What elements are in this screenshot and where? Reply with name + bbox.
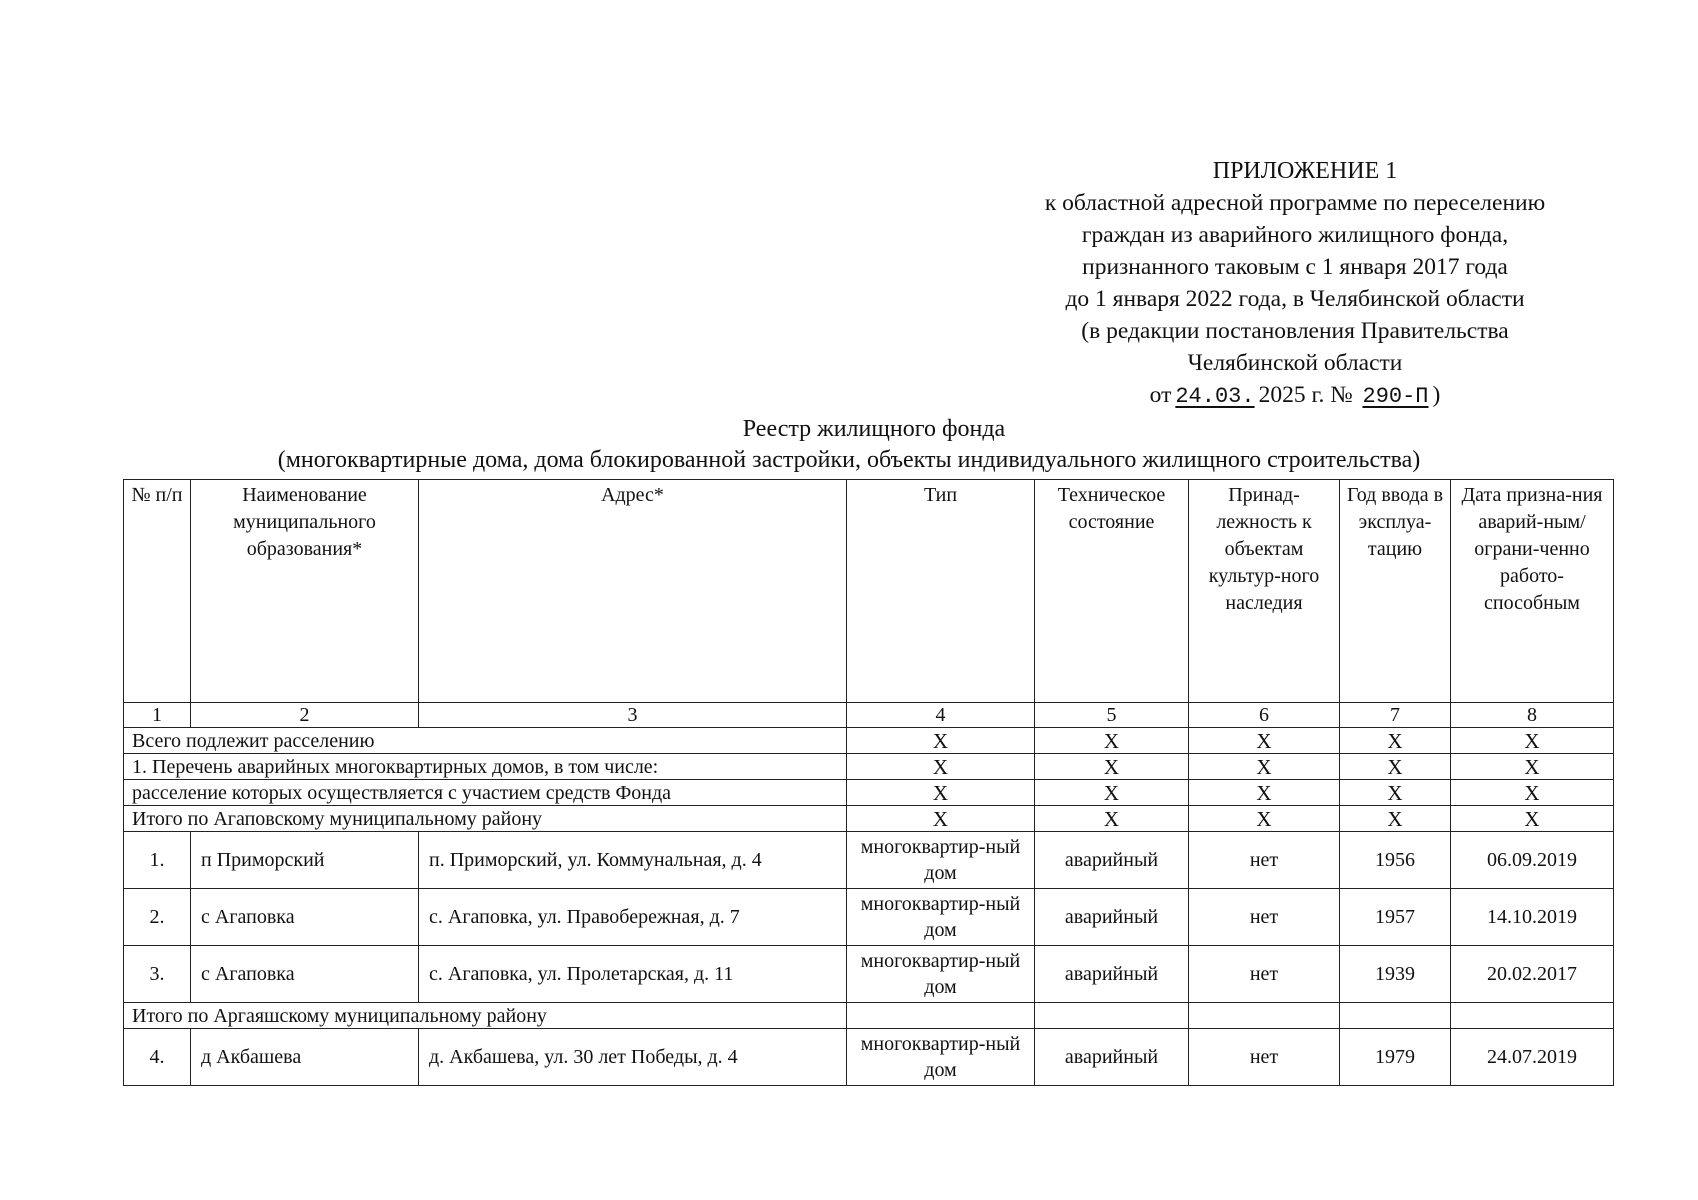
- subtotal-row: [124, 1003, 1614, 1029]
- row-year: 1939: [1340, 946, 1451, 1003]
- appendix-title: ПРИЛОЖЕНИЕ 1: [1212, 158, 1398, 184]
- row-address: д. Акбашева, ул. 30 лет Победы, д. 4: [419, 1029, 847, 1086]
- summary-label: Всего подлежит расселению: [124, 728, 847, 754]
- row-municipality: с Агаповка: [191, 946, 419, 1003]
- appendix-line: к областной адресной программе по переселению: [1044, 190, 1546, 216]
- summary-row: [124, 780, 1614, 806]
- row-condition: аварийный: [1035, 946, 1189, 1003]
- appendix-line: Челябинской области: [1187, 350, 1403, 376]
- summary-mark: X: [1035, 780, 1189, 806]
- header-type: Тип: [847, 480, 1035, 703]
- summary-mark: X: [1340, 780, 1451, 806]
- summary-mark: X: [1451, 806, 1614, 832]
- header-year: Год ввода в эксплуа-тацию: [1340, 480, 1451, 703]
- row-number: 3.: [124, 946, 191, 1003]
- summary-mark: X: [1189, 806, 1340, 832]
- header-date: Дата призна-ния аварий-ным/ограни-ченно работо-способным: [1451, 480, 1614, 703]
- row-year: 1956: [1340, 832, 1451, 889]
- summary-mark: X: [1035, 754, 1189, 780]
- row-date: 20.02.2017: [1451, 946, 1614, 1003]
- summary-mark: X: [1189, 754, 1340, 780]
- row-date: 24.07.2019: [1451, 1029, 1614, 1086]
- subtotal-label: Итого по Аргаяшскому муниципальному району: [124, 1003, 847, 1029]
- summary-row: [124, 728, 1614, 754]
- summary-mark: X: [1189, 780, 1340, 806]
- row-condition: аварийный: [1035, 1029, 1189, 1086]
- row-date: 06.09.2019: [1451, 832, 1614, 889]
- appendix-line: до 1 января 2022 года, в Челябинской области: [1065, 286, 1525, 312]
- summary-label: 1. Перечень аварийных многоквартирных домов, в том числе:: [124, 754, 847, 780]
- empty-cell: [1451, 1003, 1614, 1029]
- resolution-number: 290-П: [1362, 384, 1429, 409]
- row-type: многоквартир-ный дом: [847, 946, 1035, 1003]
- table-row: [124, 889, 1614, 946]
- header-number: № п/п: [124, 480, 191, 703]
- row-number: 1.: [124, 832, 191, 889]
- appendix-header: [990, 155, 1600, 413]
- table-header-row: [124, 480, 1614, 703]
- header-address: Адрес*: [419, 480, 847, 703]
- row-type: многоквартир-ный дом: [847, 889, 1035, 946]
- summary-mark: X: [1340, 728, 1451, 754]
- row-type: многоквартир-ный дом: [847, 832, 1035, 889]
- date-prefix: от: [1149, 382, 1172, 408]
- empty-cell: [847, 1003, 1035, 1029]
- row-number: 4.: [124, 1029, 191, 1086]
- summary-mark: X: [847, 754, 1035, 780]
- row-year: 1957: [1340, 889, 1451, 946]
- column-number: 7: [1340, 703, 1451, 728]
- column-number: 3: [419, 703, 847, 728]
- row-heritage: нет: [1189, 889, 1340, 946]
- appendix-line: признанного таковым с 1 января 2017 года: [1082, 254, 1508, 280]
- header-heritage: Принад-лежность к объектам культур-ного наследия: [1189, 480, 1340, 703]
- register-title-block: [0, 414, 1698, 476]
- summary-label: расселение которых осуществляется с участием средств Фонда: [124, 780, 847, 806]
- row-municipality: с Агаповка: [191, 889, 419, 946]
- row-type: многоквартир-ный дом: [847, 1029, 1035, 1086]
- resolution-date: 24.03.: [1175, 384, 1255, 409]
- row-heritage: нет: [1189, 1029, 1340, 1086]
- resolution-date-line: [990, 379, 1600, 413]
- row-number: 2.: [124, 889, 191, 946]
- summary-mark: X: [1340, 806, 1451, 832]
- register-subtitle: (многоквартирные дома, дома блокированной застройки, объекты индивидуального жилищного строительства): [277, 447, 1421, 473]
- summary-row: [124, 754, 1614, 780]
- row-date: 14.10.2019: [1451, 889, 1614, 946]
- header-municipality: Наименование муниципального образования*: [191, 480, 419, 703]
- appendix-line: граждан из аварийного жилищного фонда,: [1081, 222, 1509, 248]
- header-condition: Техническое состояние: [1035, 480, 1189, 703]
- closing-paren: ): [1432, 382, 1441, 408]
- summary-mark: X: [847, 806, 1035, 832]
- column-number: 6: [1189, 703, 1340, 728]
- row-condition: аварийный: [1035, 832, 1189, 889]
- empty-cell: [1189, 1003, 1340, 1029]
- summary-row: [124, 806, 1614, 832]
- row-address: п. Приморский, ул. Коммунальная, д. 4: [419, 832, 847, 889]
- row-year: 1979: [1340, 1029, 1451, 1086]
- summary-mark: X: [1035, 728, 1189, 754]
- summary-mark: X: [1340, 754, 1451, 780]
- row-heritage: нет: [1189, 832, 1340, 889]
- summary-mark: X: [1035, 806, 1189, 832]
- column-number: 4: [847, 703, 1035, 728]
- register-title: Реестр жилищного фонда: [742, 416, 1006, 442]
- summary-mark: X: [1189, 728, 1340, 754]
- row-address: с. Агаповка, ул. Правобережная, д. 7: [419, 889, 847, 946]
- empty-cell: [1340, 1003, 1451, 1029]
- summary-mark: X: [1451, 728, 1614, 754]
- summary-mark: X: [847, 780, 1035, 806]
- appendix-line: (в редакции постановления Правительства: [1081, 318, 1509, 344]
- table-row: [124, 832, 1614, 889]
- registry-table: [123, 479, 1614, 1086]
- column-number: 8: [1451, 703, 1614, 728]
- column-number: 1: [124, 703, 191, 728]
- column-number: 2: [191, 703, 419, 728]
- year-text: 2025 г. №: [1258, 382, 1353, 408]
- table-row: [124, 946, 1614, 1003]
- summary-mark: X: [1451, 780, 1614, 806]
- summary-label: Итого по Агаповскому муниципальному району: [124, 806, 847, 832]
- row-heritage: нет: [1189, 946, 1340, 1003]
- row-municipality: п Приморский: [191, 832, 419, 889]
- row-address: с. Агаповка, ул. Пролетарская, д. 11: [419, 946, 847, 1003]
- row-municipality: д Акбашева: [191, 1029, 419, 1086]
- column-number-row: [124, 703, 1614, 728]
- column-number: 5: [1035, 703, 1189, 728]
- row-condition: аварийный: [1035, 889, 1189, 946]
- empty-cell: [1035, 1003, 1189, 1029]
- table-row: [124, 1029, 1614, 1086]
- summary-mark: X: [1451, 754, 1614, 780]
- summary-mark: X: [847, 728, 1035, 754]
